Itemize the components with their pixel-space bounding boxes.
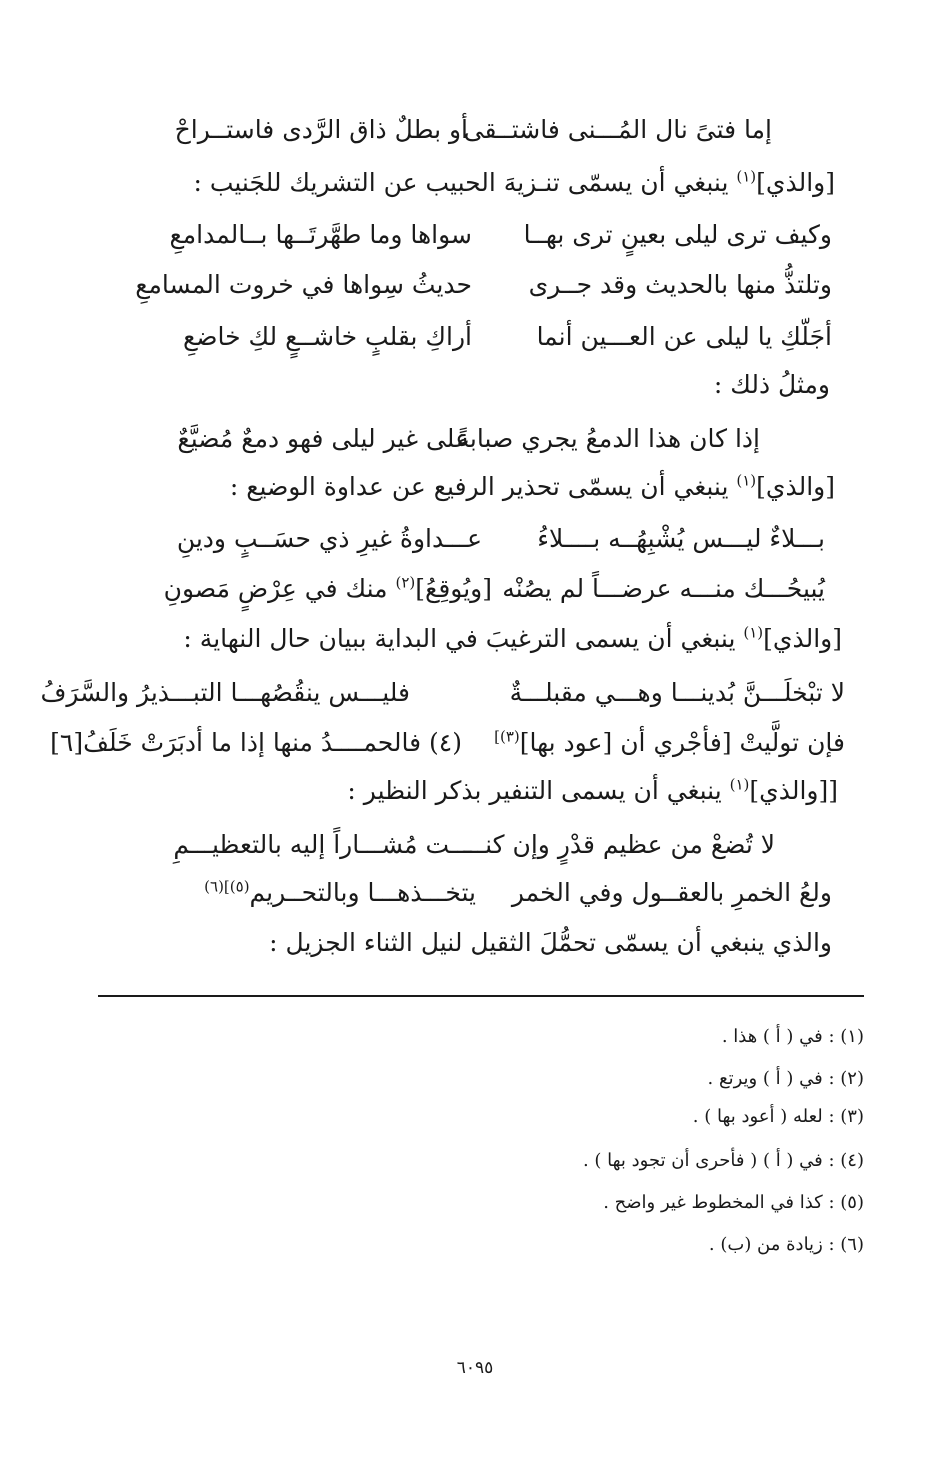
footnote-ref: (١) <box>729 775 750 794</box>
verse-9-first-hemistich: فإن تولَّيتْ [فأجْري أن [عود بها]$^{(٣)]}$ <box>494 727 845 757</box>
verse-3 <box>0 268 950 308</box>
verse-1-first-hemistich: إما فتىً نال المُـــنى فاشتــقى <box>463 115 772 144</box>
verse-11-second-hemistich: يتخـــذهـــا وبالتحــريم$^{(٥)](٦)}$ <box>204 877 476 907</box>
verse-8-first-hemistich: لا تبْخلَـــنَّ بُدينـــا وهـــي مقبلـــةٌ <box>509 678 845 707</box>
verse-5-first-hemistich: إذا كان هذا الدمعُ يجري صبابةً <box>456 424 760 453</box>
verse-7-first-hemistich: يُبيحُـــك منـــه عرضـــاً لم يصُنْه <box>502 574 825 603</box>
prose-line: ومثلُ ذلك : <box>713 370 830 399</box>
verse-9 <box>0 726 950 766</box>
section-heading-3: [والذي]$^{(١)}$ ينبغي أن يسمى الترغيبَ في البداية ببيان حال النهاية : <box>183 623 842 653</box>
footnote-ref: (١) <box>743 623 764 642</box>
verse-5 <box>0 422 950 462</box>
footnote-ref: (٢) <box>395 573 416 592</box>
section-heading-1: [والذي]$^{(١)}$ ينبغي أن يسمّى تنـزيهَ الحبيب عن التشريك للجَنيب : <box>193 167 835 197</box>
footnote-6: (٦) : زيادة من (ب) . <box>708 1234 864 1255</box>
footnote-5: (٥) : كذا في المخطوط غير واضح . <box>603 1192 864 1213</box>
verse-10-second-hemistich: ـــت مُشـــاراً إليه بالتعظيـــمِ <box>173 830 472 859</box>
verse-5-second-hemistich: على غير ليلى فهو دمعٌ مُضيَّعٌ <box>177 424 470 453</box>
verse-8-second-hemistich: فليـــس ينقُصُهـــا التبـــذيرُ والسَّرَفُ <box>40 678 410 707</box>
verse-6-second-hemistich: عـــداوةُ غيرِ ذي حسَــبٍ ودينِ <box>176 524 482 553</box>
verse-10-first-hemistich: لا تُضعْ من عظيم قدْرٍ وإن كنـــ <box>463 830 775 859</box>
verse-4 <box>0 320 950 360</box>
footnote-ref: (١) <box>736 167 757 186</box>
verse-1 <box>0 113 950 153</box>
verse-2-first-hemistich: وكيف ترى ليلى بعينٍ ترى بهــا <box>523 220 832 249</box>
closing-line: والذي ينبغي أن يسمّى تحمُّلَ الثقيل لنيل الثناء الجزيل : <box>269 928 832 957</box>
verse-11 <box>0 876 950 916</box>
verse-9-second-hemistich: (٤) فالحمــــدُ منها إذا ما أدبَرَتْ خَلَفُ[٦] <box>50 728 462 757</box>
verse-3-second-hemistich: حديثُ سِواها في خروت المسامعِ <box>135 270 472 299</box>
verse-7-second-hemistich: [ويُوقِعُ]$^{(٢)}$ منك في عِرْضٍ مَصونِ <box>163 573 492 603</box>
footnote-separator <box>98 995 864 997</box>
footnote-1: (١) : في ( أ ) هذا . <box>721 1026 864 1047</box>
verse-7 <box>0 572 950 612</box>
verse-4-first-hemistich: أجَلّكِ يا ليلى عن العـــين أنما <box>536 322 832 351</box>
footnote-2: (٢) : في ( أ ) ويرتع . <box>707 1068 864 1089</box>
verse-2-second-hemistich: سواها وما طهَّرتَــها بــالمدامعِ <box>169 220 472 249</box>
verse-3-first-hemistich: وتلتذُّ منها بالحديث وقد جــرى <box>528 270 832 299</box>
section-heading-2: [والذي]$^{(١)}$ ينبغي أن يسمّى تحذير الرفيع عن عداوة الوضيع : <box>229 471 835 501</box>
footnote-ref: (٥)](٦) <box>204 877 250 896</box>
verse-8 <box>0 676 950 716</box>
verse-4-second-hemistich: أراكِ بقلبٍ خاشــعٍ لكِ خاضعِ <box>182 322 472 351</box>
verse-2 <box>0 218 950 258</box>
footnote-ref: (١) <box>736 471 757 490</box>
verse-6 <box>0 522 950 562</box>
verse-11-first-hemistich: ولعُ الخمرِ بالعقــول وفي الخمر <box>511 878 832 907</box>
section-heading-4: [[والذي]$^{(١)}$ ينبغي أن يسمى التنفير بذكر النظير : <box>347 775 838 805</box>
footnote-3: (٣) : لعله ( أعود بها ) . <box>692 1106 864 1127</box>
verse-1-second-hemistich: أو بطلٌ ذاق الرَّدى فاستــراحْ <box>174 115 468 144</box>
footnote-4: (٤) : في ( أ ) ( فأحرى أن تجود بها ) . <box>582 1150 864 1171</box>
footnote-ref: (٣)] <box>494 727 520 746</box>
verse-6-first-hemistich: بـــلاءٌ ليـــس يُشْبِهُــه بــــلاءُ <box>537 524 825 553</box>
page-number: ٦٠٩٥ <box>456 1358 494 1378</box>
verse-10 <box>0 828 950 868</box>
